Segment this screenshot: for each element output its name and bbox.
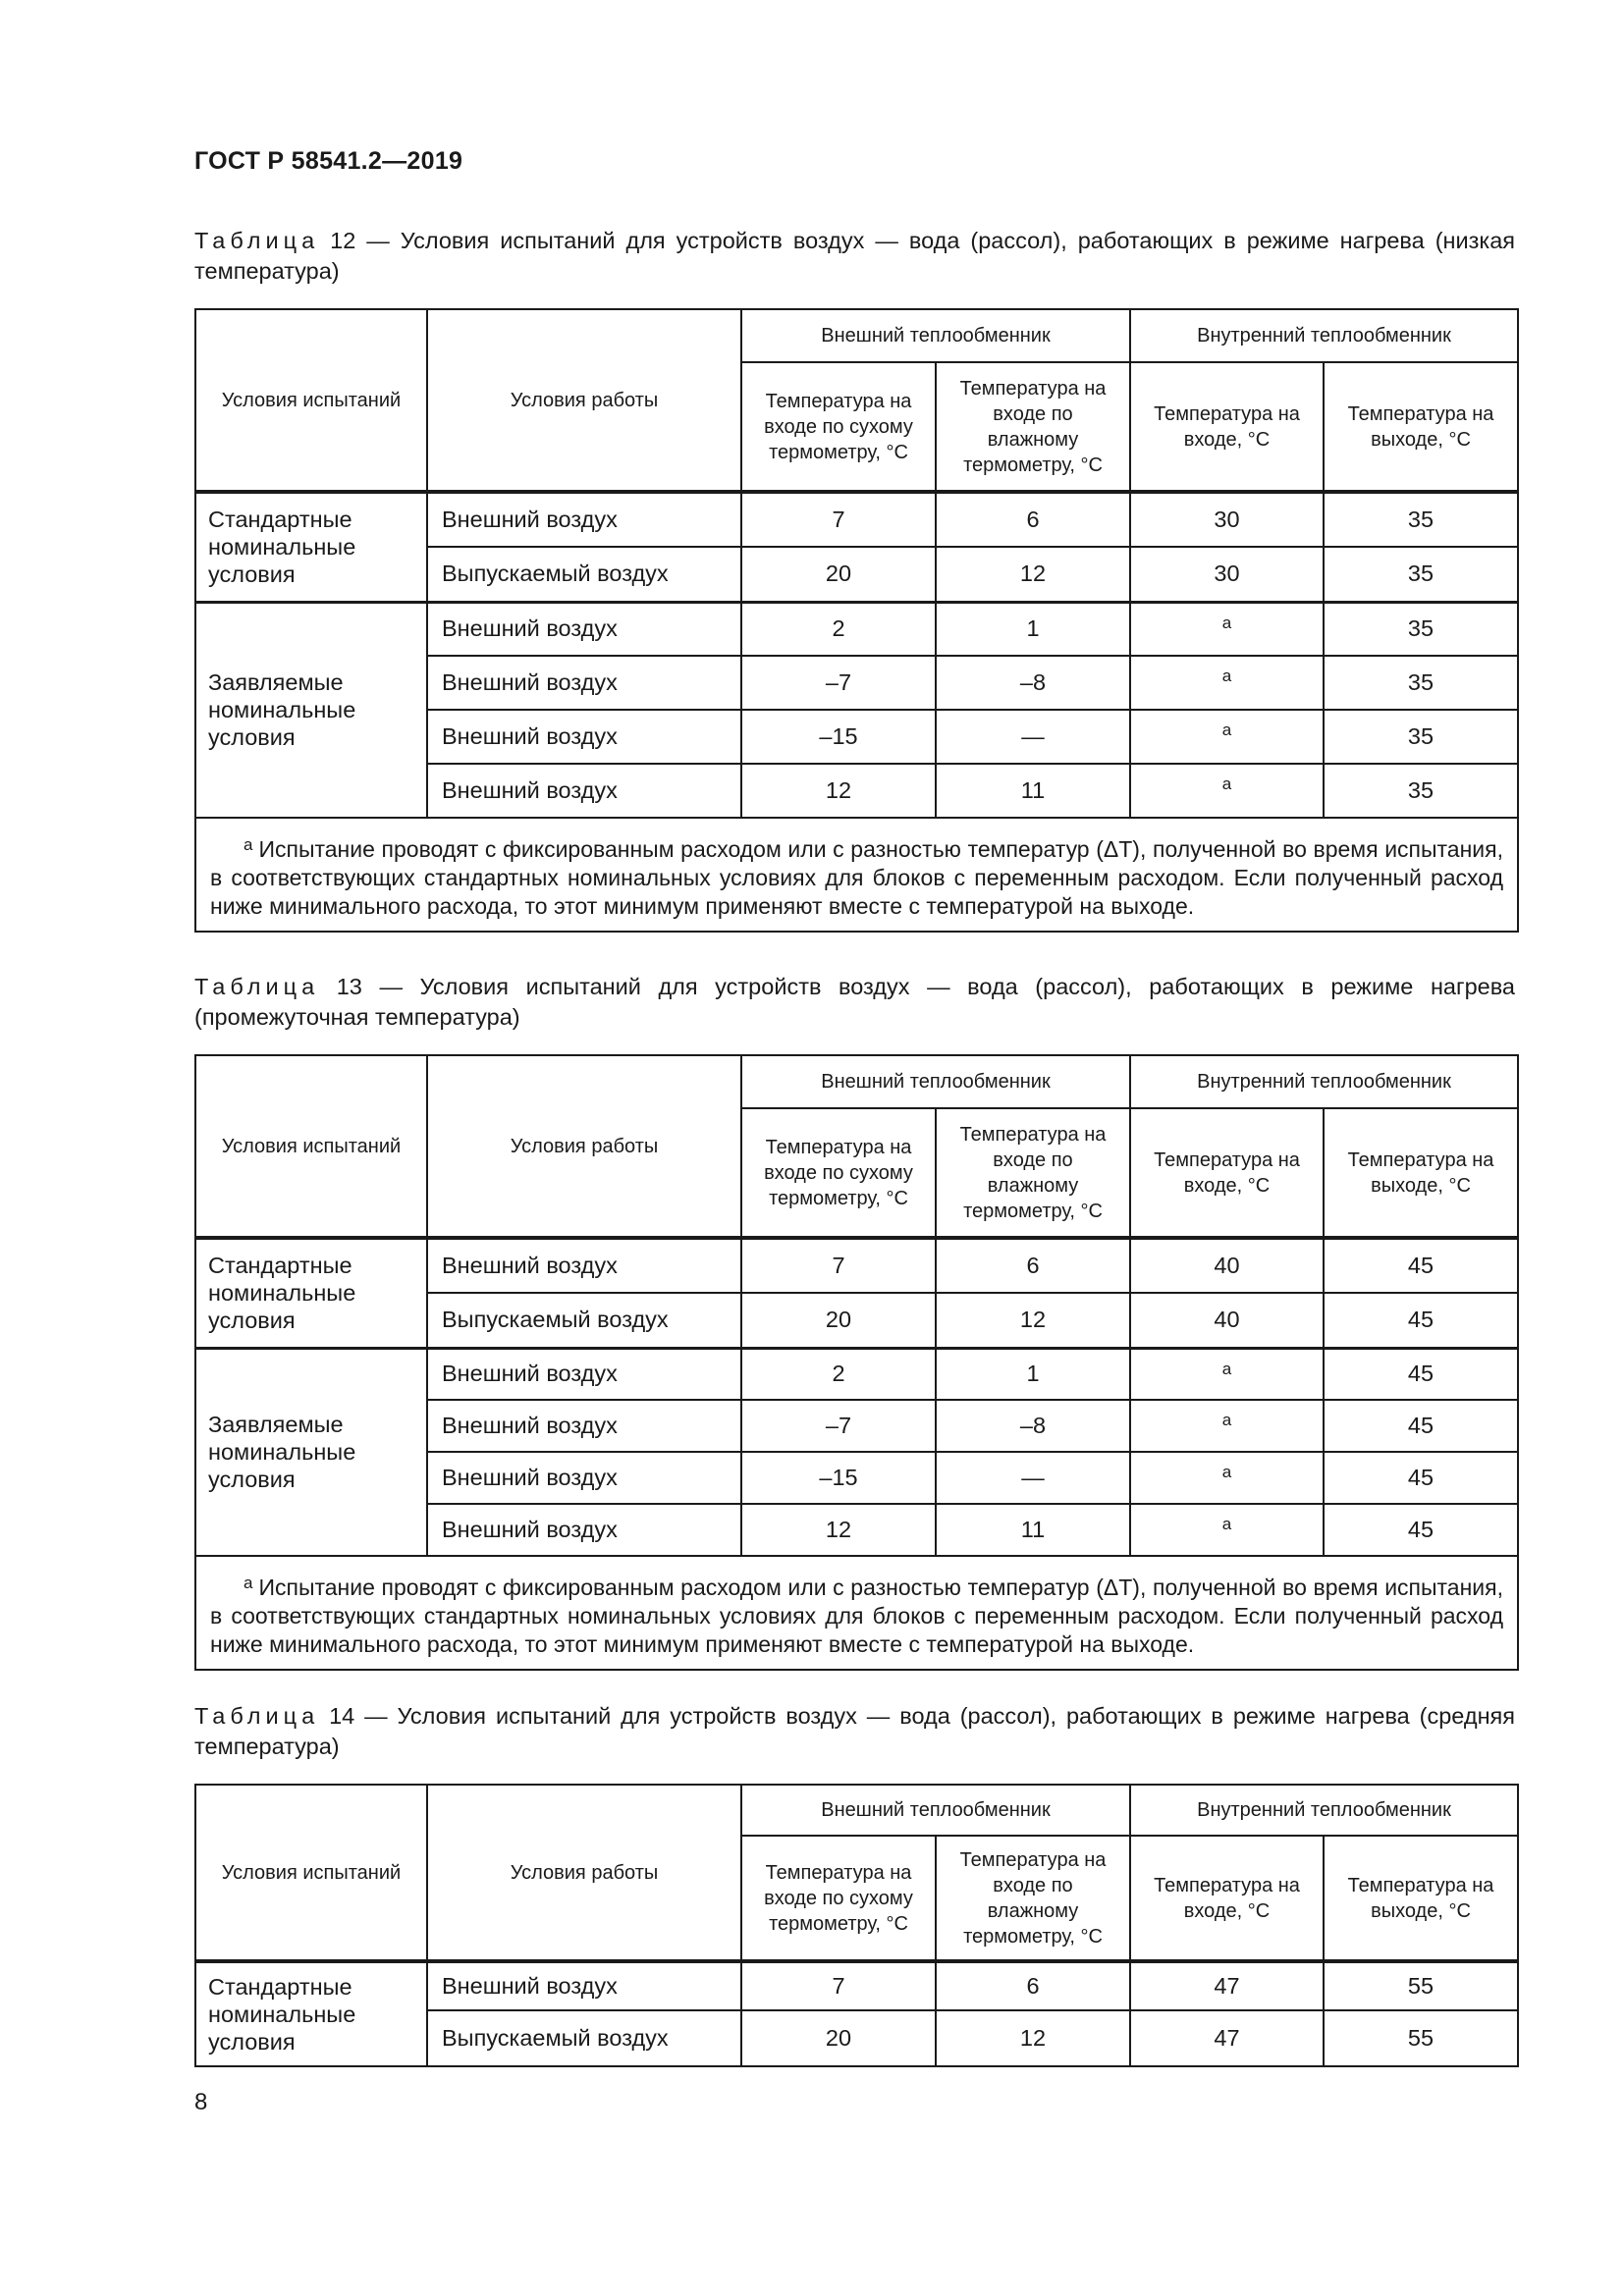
wet-bulb-cell: –8	[936, 1400, 1130, 1452]
dry-bulb-cell: –7	[741, 656, 936, 710]
dry-bulb-cell: 2	[741, 1348, 936, 1400]
footnote-mark: a	[244, 1574, 253, 1592]
header-outlet-temp: Температура на выходе, °С	[1324, 362, 1518, 492]
header-external-hx: Внешний теплообменник	[741, 309, 1130, 362]
wet-bulb-cell: —	[936, 1452, 1130, 1504]
caption-label: Таблица	[194, 974, 320, 999]
wet-bulb-cell: 11	[936, 764, 1130, 818]
footnote-mark: a	[244, 835, 253, 854]
caption-label: Таблица	[194, 228, 320, 253]
inlet-cell: 40	[1130, 1293, 1324, 1348]
dry-bulb-cell: 20	[741, 1293, 936, 1348]
caption-text: 14 — Условия испытаний для устройств воздух — вода (рассол), работающих в режиме нагрева (средняя температура)	[194, 1703, 1515, 1759]
operating-cell: Внешний воздух	[427, 1961, 741, 2010]
table-row	[195, 1238, 1518, 1293]
header-dry-bulb: Температура на входе по сухому термометру, °С	[741, 1836, 936, 1961]
header-inlet-temp: Температура на входе, °С	[1130, 1108, 1324, 1238]
row-group-declared: Заявляемые номинальные условия	[195, 1348, 427, 1556]
table-row	[195, 492, 1518, 547]
dry-bulb-cell: 7	[741, 492, 936, 547]
table-13-caption	[194, 972, 1515, 1033]
inlet-cell: 47	[1130, 2010, 1324, 2066]
inlet-cell: 40	[1130, 1238, 1324, 1293]
header-internal-hx: Внутренний теплообменник	[1130, 1055, 1518, 1108]
wet-bulb-cell: 12	[936, 547, 1130, 602]
wet-bulb-cell: 1	[936, 602, 1130, 656]
outlet-cell: 45	[1324, 1504, 1518, 1556]
outlet-cell: 35	[1324, 547, 1518, 602]
inlet-footnote-mark: a	[1130, 710, 1324, 764]
header-dry-bulb: Температура на входе по сухому термометру, °С	[741, 1108, 936, 1238]
dry-bulb-cell: 7	[741, 1961, 936, 2010]
table-13	[194, 1054, 1519, 1671]
inlet-footnote-mark: a	[1130, 1504, 1324, 1556]
table-row	[195, 1961, 1518, 2010]
dry-bulb-cell: 7	[741, 1238, 936, 1293]
header-external-hx: Внешний теплообменник	[741, 1055, 1130, 1108]
dry-bulb-cell: 12	[741, 764, 936, 818]
document-header: ГОСТ Р 58541.2—2019	[194, 147, 463, 175]
wet-bulb-cell: 6	[936, 1961, 1130, 2010]
operating-cell: Внешний воздух	[427, 1400, 741, 1452]
header-wet-bulb: Температура на входе по влажному термометру, °С	[936, 1836, 1130, 1961]
table-12	[194, 308, 1519, 933]
header-external-hx: Внешний теплообменник	[741, 1785, 1130, 1836]
page-number: 8	[194, 2089, 208, 2115]
header-wet-bulb: Температура на входе по влажному термометру, °С	[936, 1108, 1130, 1238]
inlet-footnote-mark: a	[1130, 1348, 1324, 1400]
operating-cell: Внешний воздух	[427, 1504, 741, 1556]
header-operating-conditions: Условия работы	[427, 1785, 741, 1961]
header-outlet-temp: Температура на выходе, °С	[1324, 1836, 1518, 1961]
header-inlet-temp: Температура на входе, °С	[1130, 1836, 1324, 1961]
inlet-cell: 30	[1130, 492, 1324, 547]
wet-bulb-cell: 1	[936, 1348, 1130, 1400]
row-group-standard: Стандартные номинальные условия	[195, 492, 427, 602]
header-wet-bulb: Температура на входе по влажному термометру, °С	[936, 362, 1130, 492]
inlet-footnote-mark: a	[1130, 1400, 1324, 1452]
inlet-footnote-mark: a	[1130, 656, 1324, 710]
dry-bulb-cell: 12	[741, 1504, 936, 1556]
operating-cell: Внешний воздух	[427, 1238, 741, 1293]
wet-bulb-cell: 6	[936, 492, 1130, 547]
operating-cell: Внешний воздух	[427, 764, 741, 818]
dry-bulb-cell: –15	[741, 1452, 936, 1504]
dry-bulb-cell: –7	[741, 1400, 936, 1452]
outlet-cell: 45	[1324, 1293, 1518, 1348]
dry-bulb-cell: 2	[741, 602, 936, 656]
operating-cell: Выпускаемый воздух	[427, 1293, 741, 1348]
wet-bulb-cell: 12	[936, 1293, 1130, 1348]
caption-text: 13 — Условия испытаний для устройств воздух — вода (рассол), работающих в режиме нагрева (промежуточная температура)	[194, 974, 1515, 1030]
header-inlet-temp: Температура на входе, °С	[1130, 362, 1324, 492]
header-operating-conditions: Условия работы	[427, 309, 741, 492]
wet-bulb-cell: —	[936, 710, 1130, 764]
row-group-declared: Заявляемые номинальные условия	[195, 602, 427, 818]
header-test-conditions: Условия испытаний	[195, 1785, 427, 1961]
outlet-cell: 55	[1324, 1961, 1518, 2010]
header-outlet-temp: Температура на выходе, °С	[1324, 1108, 1518, 1238]
header-dry-bulb: Температура на входе по сухому термометру, °С	[741, 362, 936, 492]
footnote-text: Испытание проводят с фиксированным расходом или с разностью температур (ΔT), полученной во время испытания, в соответствующих стандартных номинальных условиях для блоков с переменным расходом. Если полученный расход ниже минимального расхода, то этот минимум применяют вместе с температурой на выходе.	[210, 836, 1503, 919]
outlet-cell: 45	[1324, 1348, 1518, 1400]
inlet-footnote-mark: a	[1130, 602, 1324, 656]
table-footnote	[195, 1556, 1518, 1670]
operating-cell: Внешний воздух	[427, 1348, 741, 1400]
dry-bulb-cell: 20	[741, 2010, 936, 2066]
operating-cell: Внешний воздух	[427, 656, 741, 710]
header-test-conditions: Условия испытаний	[195, 309, 427, 492]
header-internal-hx: Внутренний теплообменник	[1130, 309, 1518, 362]
table-14-caption	[194, 1701, 1515, 1762]
operating-cell: Выпускаемый воздух	[427, 547, 741, 602]
wet-bulb-cell: –8	[936, 656, 1130, 710]
outlet-cell: 35	[1324, 492, 1518, 547]
caption-text: 12 — Условия испытаний для устройств воздух — вода (рассол), работающих в режиме нагрева (низкая температура)	[194, 228, 1515, 284]
outlet-cell: 45	[1324, 1238, 1518, 1293]
inlet-cell: 47	[1130, 1961, 1324, 2010]
outlet-cell: 35	[1324, 764, 1518, 818]
dry-bulb-cell: 20	[741, 547, 936, 602]
dry-bulb-cell: –15	[741, 710, 936, 764]
caption-label: Таблица	[194, 1703, 320, 1729]
table-14	[194, 1784, 1519, 2067]
outlet-cell: 35	[1324, 710, 1518, 764]
row-group-standard: Стандартные номинальные условия	[195, 1238, 427, 1348]
inlet-footnote-mark: a	[1130, 764, 1324, 818]
header-internal-hx: Внутренний теплообменник	[1130, 1785, 1518, 1836]
footnote-text: Испытание проводят с фиксированным расходом или с разностью температур (ΔT), полученной во время испытания, в соответствующих стандартных номинальных условиях для блоков с переменным расходом. Если полученный расход ниже минимального расхода, то этот минимум применяют вместе с температурой на выходе.	[210, 1575, 1503, 1657]
operating-cell: Выпускаемый воздух	[427, 2010, 741, 2066]
outlet-cell: 55	[1324, 2010, 1518, 2066]
outlet-cell: 35	[1324, 602, 1518, 656]
operating-cell: Внешний воздух	[427, 710, 741, 764]
inlet-footnote-mark: a	[1130, 1452, 1324, 1504]
inlet-cell: 30	[1130, 547, 1324, 602]
outlet-cell: 35	[1324, 656, 1518, 710]
outlet-cell: 45	[1324, 1452, 1518, 1504]
outlet-cell: 45	[1324, 1400, 1518, 1452]
header-test-conditions: Условия испытаний	[195, 1055, 427, 1238]
wet-bulb-cell: 12	[936, 2010, 1130, 2066]
operating-cell: Внешний воздух	[427, 602, 741, 656]
operating-cell: Внешний воздух	[427, 492, 741, 547]
table-row	[195, 1348, 1518, 1400]
operating-cell: Внешний воздух	[427, 1452, 741, 1504]
wet-bulb-cell: 6	[936, 1238, 1130, 1293]
header-operating-conditions: Условия работы	[427, 1055, 741, 1238]
row-group-standard: Стандартные номинальные условия	[195, 1961, 427, 2066]
table-12-caption	[194, 226, 1515, 287]
wet-bulb-cell: 11	[936, 1504, 1130, 1556]
table-footnote	[195, 818, 1518, 932]
table-row	[195, 602, 1518, 656]
